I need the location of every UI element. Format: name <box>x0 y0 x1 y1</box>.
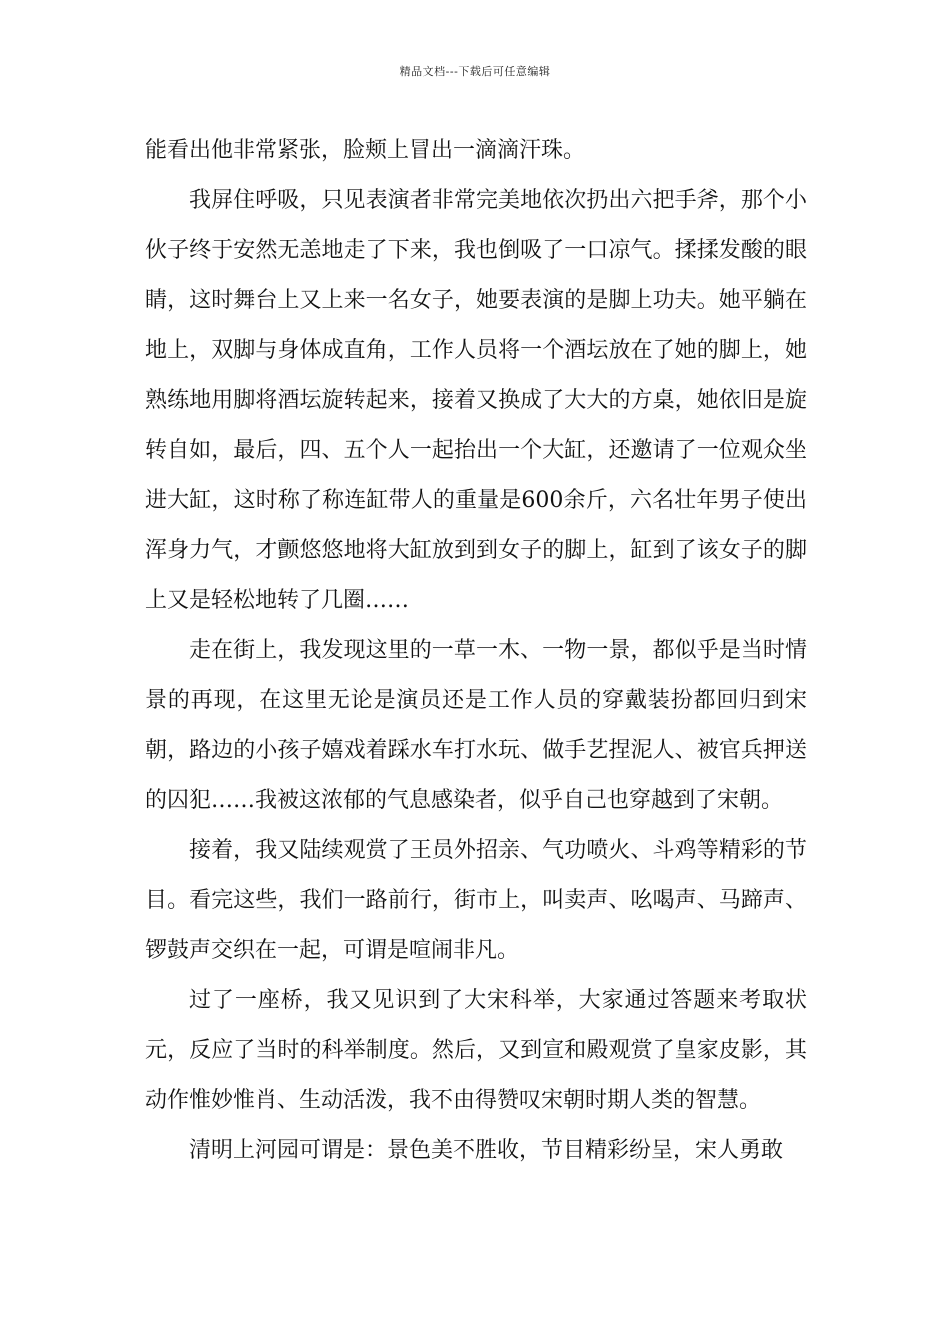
paragraph: 我屏住呼吸，只见表演者非常完美地依次扔出六把手斧，那个小伙子终于安然无恙地走了下来，我也倒吸了一口凉气。揉揉发酸的眼睛，这时舞台上又上来一名女子，她要表演的是脚上功夫。她平躺在地上，双脚与身体成直角，工作人员将一个酒坛放在了她的脚上，她熟练地用脚将酒坛旋转起来，接着又换成了大大的方桌，她依旧是旋转自如，最后，四、五个人一起抬出一个大缸，还邀请了一位观众坐进大缸，这时称了称连缸带人的重量是600余斤，六名壮年男子使出浑身力气，才颤悠悠地将大缸放到到女子的脚上，缸到了该女子的脚上又是轻松地转了几圈…… <box>145 188 807 613</box>
paragraph: 能看出他非常紧张，脸颊上冒出一滴滴汗珠。 <box>145 138 586 163</box>
paragraph: 接着，我又陆续观赏了王员外招亲、气功喷火、斗鸡等精彩的节目。看完这些，我们一路前行，街市上，叫卖声、吆喝声、马蹄声、锣鼓声交织在一起，可谓是喧闹非凡。 <box>145 838 807 963</box>
paragraph: 过了一座桥，我又见识到了大宋科举，大家通过答题来考取状元，反应了当时的科举制度。然后，又到宣和殿观赏了皇家皮影，其动作惟妙惟肖、生动活泼，我不由得赞叹宋朝时期人类的智慧。 <box>145 988 807 1113</box>
page-header: 精品文档---下载后可任意编辑 <box>399 65 551 78</box>
paragraph: 走在街上，我发现这里的一草一木、一物一景，都似乎是当时情景的再现，在这里无论是演员还是工作人员的穿戴装扮都回归到宋朝，路边的小孩子嬉戏着踩水车打水玩、做手艺捏泥人、被官兵押送的囚犯……我被这浓郁的气息感染者，似乎自己也穿越到了宋朝。 <box>145 638 807 813</box>
document-body <box>145 126 807 1176</box>
paragraph: 清明上河园可谓是：景色美不胜收，节目精彩纷呈，宋人勇敢 <box>189 1138 784 1163</box>
